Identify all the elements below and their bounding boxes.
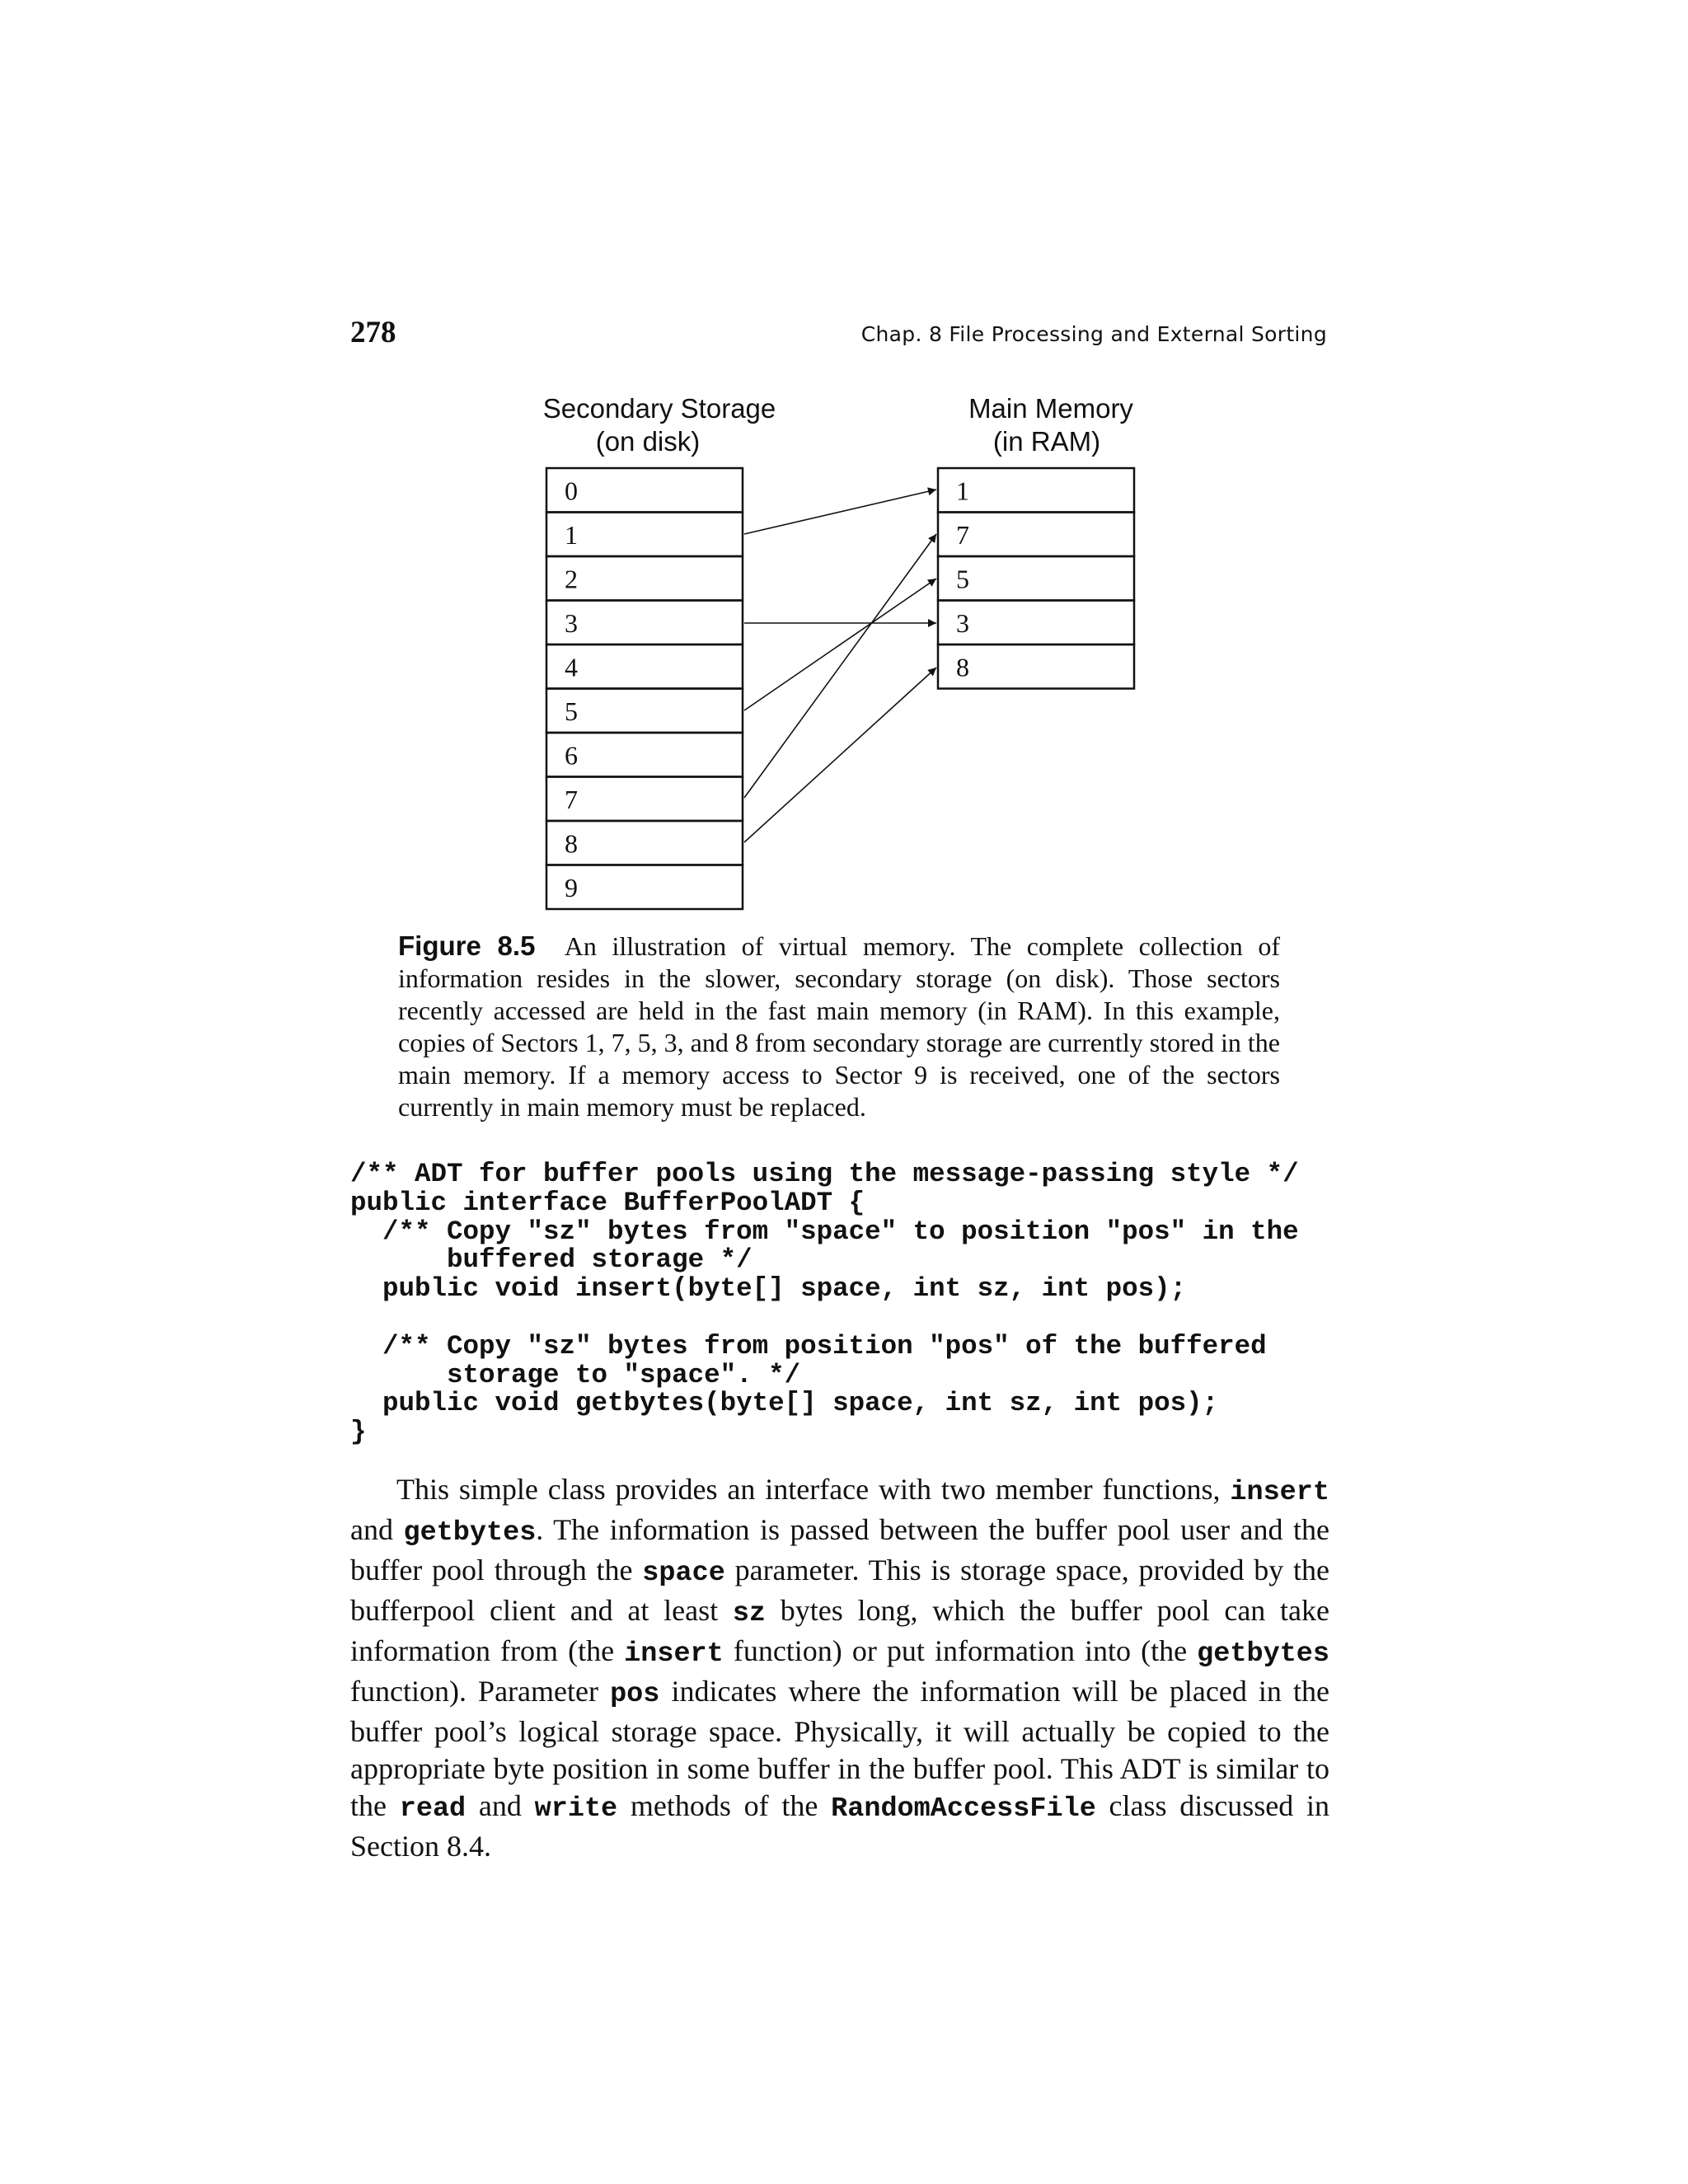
mapping-arrows — [744, 490, 936, 842]
main-memory-sector-number: 3 — [956, 608, 969, 638]
inline-code: RandomAccessFile — [831, 1793, 1096, 1825]
main-memory-column — [938, 468, 1134, 689]
secondary-sector-number: 0 — [565, 476, 578, 506]
secondary-sector-number: 6 — [565, 740, 578, 771]
paragraph-text: bytes long, which the buffer pool can take information from (the — [350, 1594, 1329, 1667]
paragraph-text: function) or put information into (the — [723, 1634, 1198, 1667]
paragraph-text: methods of the — [617, 1789, 832, 1822]
paragraph-text: parameter. This is storage space, provided by the bufferpool client and at least — [350, 1554, 1330, 1627]
main-memory-label: Main Memory — [968, 393, 1133, 424]
secondary-sector-number: 4 — [565, 652, 578, 682]
secondary-storage-label: Secondary Storage — [542, 393, 776, 424]
inline-code: insert — [624, 1638, 724, 1670]
secondary-sector-number: 3 — [565, 608, 578, 638]
arrow-sector-8 — [744, 668, 936, 842]
paragraph-text: and — [466, 1789, 535, 1822]
secondary-sector-number: 2 — [565, 564, 578, 594]
secondary-storage-column — [546, 468, 743, 909]
running-head: Chap. 8 File Processing and External Sorting — [860, 322, 1327, 346]
inline-code: write — [534, 1793, 618, 1825]
main-memory-sector-number: 8 — [956, 652, 969, 682]
body-paragraph — [350, 1471, 1329, 1865]
code-listing: /** ADT for buffer pools using the message-passing style */ public interface BufferPoolADT { /** Copy "sz" bytes from "space" to position "pos" in the buffered storage */ public void insert(byte[] space, int sz, int pos); /** Copy "sz" bytes from position "pos" of the buffered storage to "space". */ public void getbytes(byte[] space, int sz, int pos); } — [350, 1159, 1299, 1448]
main-memory-sector-number: 7 — [956, 520, 969, 550]
arrow-sector-1 — [744, 490, 936, 534]
figure-caption — [398, 930, 1280, 1123]
secondary-sector-number: 8 — [565, 828, 578, 859]
inline-code: read — [399, 1793, 467, 1825]
secondary-sector-number: 1 — [565, 520, 578, 550]
secondary-sector-number: 7 — [565, 785, 578, 814]
inline-code: insert — [1230, 1477, 1329, 1508]
paragraph-text: This simple class provides an interface with two member functions, — [396, 1473, 1231, 1506]
figure-caption-text: An illustration of virtual memory. The complete collection of information resides in the slower, secondary storage (on disk). Those sectors recently accessed are held in the fast main memory (in RAM). In this example, copies of Sectors 1, 7, 5, 3, and 8 from secondary storage are currently stored in the main memory. If a memory access to Sector 9 is received, one of the sectors currently in main memory must be replaced. — [398, 931, 1280, 1122]
arrow-sector-7 — [744, 534, 936, 798]
inline-code: sz — [732, 1598, 767, 1629]
paragraph-text: function). Parameter — [350, 1675, 611, 1708]
secondary-storage-sublabel: (on disk) — [595, 426, 701, 457]
virtual-memory-figure — [0, 0, 1688, 931]
inline-code: getbytes — [403, 1517, 537, 1549]
page-number: 278 — [350, 316, 396, 349]
paragraph-text: class discussed in Section 8.4. — [350, 1789, 1330, 1863]
main-memory-sector-number: 5 — [956, 564, 969, 594]
paragraph-text: and — [350, 1513, 404, 1546]
secondary-sector-number: 5 — [565, 696, 578, 726]
paragraph-text: . The information is passed between the buffer pool user and the buffer pool through the — [350, 1513, 1329, 1586]
paragraph-text: indicates where the information will be placed in the buffer pool’s logical storage space. Physically, it will actually be copied to the appropriate byte position in some buffer in the buffer pool. This ADT is similar to the — [350, 1675, 1330, 1822]
figure-caption-label: Figure 8.5 — [398, 930, 536, 961]
inline-code: space — [642, 1558, 725, 1589]
main-memory-sublabel: (in RAM) — [992, 426, 1101, 457]
inline-code: getbytes — [1197, 1638, 1329, 1670]
arrow-sector-5 — [744, 579, 936, 710]
inline-code: pos — [610, 1679, 660, 1710]
secondary-sector-number: 9 — [565, 873, 578, 902]
main-memory-sector-number: 1 — [956, 476, 969, 506]
